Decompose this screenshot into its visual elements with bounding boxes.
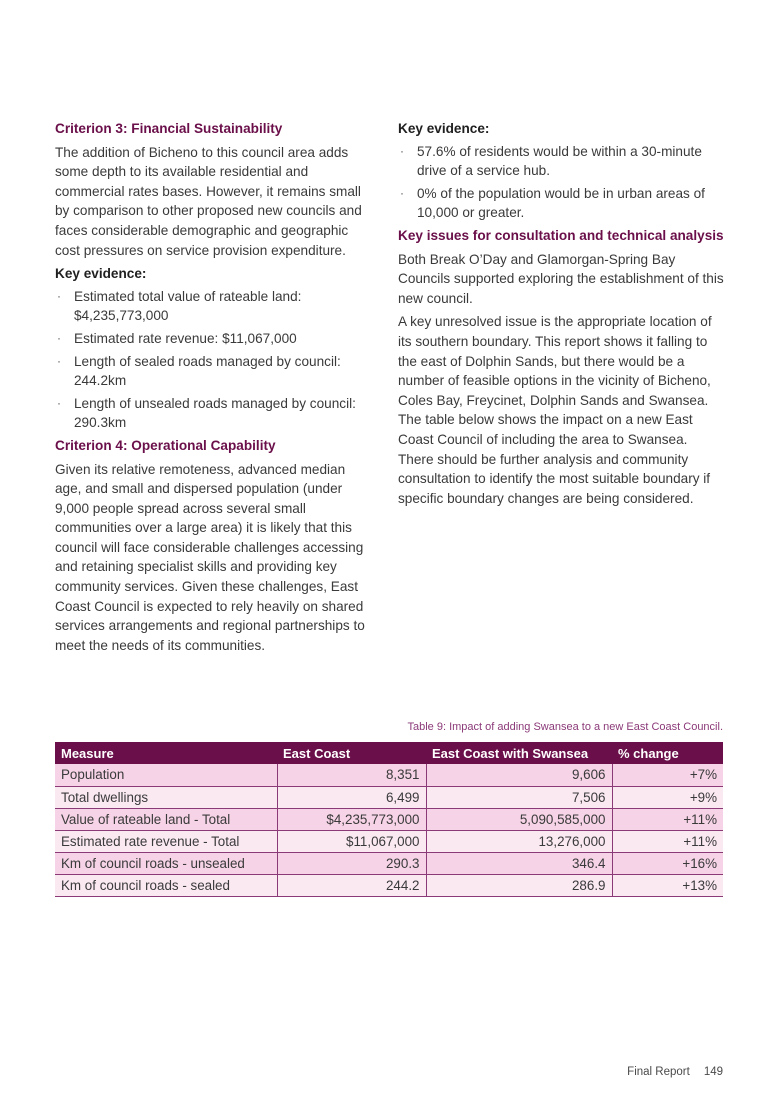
list-item: · Estimated total value of rateable land: $4,235,773,000	[57, 288, 302, 324]
key-evidence-list-right	[398, 142, 726, 223]
table-row	[55, 786, 723, 808]
cell-east-coast: 290.3	[277, 852, 426, 874]
header-percent-change: % change	[612, 742, 723, 764]
cell-change: +7%	[612, 764, 723, 786]
cell-change: +11%	[612, 808, 723, 830]
cell-east-coast-swansea: 5,090,585,000	[426, 808, 612, 830]
cell-measure: Total dwellings	[55, 786, 277, 808]
table-header-row	[55, 742, 723, 764]
bullet-icon: ·	[57, 330, 61, 345]
bullet-icon: ·	[400, 185, 404, 200]
cell-east-coast: $4,235,773,000	[277, 808, 426, 830]
cell-measure: Km of council roads - sealed	[55, 874, 277, 896]
cell-measure: Km of council roads - unsealed	[55, 852, 277, 874]
header-east-coast-swansea: East Coast with Swansea	[426, 742, 612, 764]
cell-change: +16%	[612, 852, 723, 874]
bullet-icon: ·	[57, 395, 61, 410]
list-item: · Length of unsealed roads managed by council: 290.3km	[57, 395, 356, 431]
criterion-4-body: Given its relative remoteness, advanced median age, and small and dispersed population (under 9,000 people spread across several small communities over a large area) it is likely that this council will face considerable challenges accessing and retaining specialist skills and providing key community services. Given these challenges, East Coast Council is expected to rely heavily on shared services arrangements and regional partnerships to meet the needs of its communities.	[55, 461, 365, 653]
bullet-icon: ·	[57, 288, 61, 303]
cell-change: +9%	[612, 786, 723, 808]
right-column	[398, 119, 726, 512]
criterion-4-heading: Criterion 4: Operational Capability	[55, 437, 276, 453]
key-evidence-heading-left: Key evidence:	[55, 266, 147, 282]
key-evidence-list-left	[55, 287, 375, 433]
page-number: 149	[703, 1066, 723, 1078]
bullet-icon: ·	[57, 353, 61, 368]
header-east-coast: East Coast	[277, 742, 426, 764]
cell-east-coast-swansea: 9,606	[426, 764, 612, 786]
footer-label: Final Report	[627, 1066, 690, 1078]
criterion-3-heading: Criterion 3: Financial Sustainability	[55, 121, 283, 136]
cell-change: +13%	[612, 874, 723, 896]
table-row	[55, 830, 723, 852]
cell-measure: Value of rateable land - Total	[55, 808, 277, 830]
table-row	[55, 874, 723, 896]
list-item: · Estimated rate revenue: $11,067,000	[55, 329, 375, 349]
criterion-3-body: The addition of Bicheno to this council area adds some depth to its available residential and commercial rates bases. However, it remains small by comparison to other proposed new councils and faces considerable demographic and geographic cost pressures on service provision expenditure.	[55, 144, 362, 258]
cell-east-coast: 6,499	[277, 786, 426, 808]
bullet-icon: ·	[400, 143, 404, 158]
table-row	[55, 764, 723, 786]
key-evidence-heading-right: Key evidence:	[398, 121, 490, 136]
cell-east-coast: 8,351	[277, 764, 426, 786]
table-caption: Table 9: Impact of adding Swansea to a new East Coast Council.	[407, 721, 723, 733]
cell-measure: Estimated rate revenue - Total	[55, 830, 277, 852]
cell-east-coast-swansea: 7,506	[426, 786, 612, 808]
page-footer	[627, 1066, 723, 1078]
cell-east-coast: $11,067,000	[277, 830, 426, 852]
key-issues-para-2: A key unresolved issue is the appropriate location of its southern boundary. This report shows it falling to the east of Dolphin Sands, but there would be a number of feasible options in the vicinity of Bicheno, Coles Bay, Freycinet, Dolphin Sands and Swansea. The table below shows the impact on a new East Coast Council of including the area to Swansea. There should be further analysis and community consultation to identify the most suitable boundary if specific boundary changes are being considered.	[398, 314, 712, 506]
cell-measure: Population	[55, 764, 277, 786]
list-item: · 57.6% of residents would be within a 30-minute drive of a service hub.	[400, 143, 702, 179]
cell-east-coast: 244.2	[277, 874, 426, 896]
list-item: · Length of sealed roads managed by council: 244.2km	[57, 353, 341, 389]
table-row	[55, 852, 723, 874]
cell-east-coast-swansea: 346.4	[426, 852, 612, 874]
left-column	[55, 119, 375, 659]
cell-east-coast-swansea: 13,276,000	[426, 830, 612, 852]
cell-east-coast-swansea: 286.9	[426, 874, 612, 896]
impact-table	[55, 742, 723, 897]
key-issues-heading: Key issues for consultation and technical analysis	[398, 227, 724, 243]
table-row	[55, 808, 723, 830]
key-issues-para-1: Both Break O’Day and Glamorgan-Spring Bay Councils supported exploring the establishment of this new council.	[398, 251, 724, 306]
header-measure: Measure	[55, 742, 277, 764]
cell-change: +11%	[612, 830, 723, 852]
list-item: · 0% of the population would be in urban areas of 10,000 or greater.	[400, 185, 705, 221]
